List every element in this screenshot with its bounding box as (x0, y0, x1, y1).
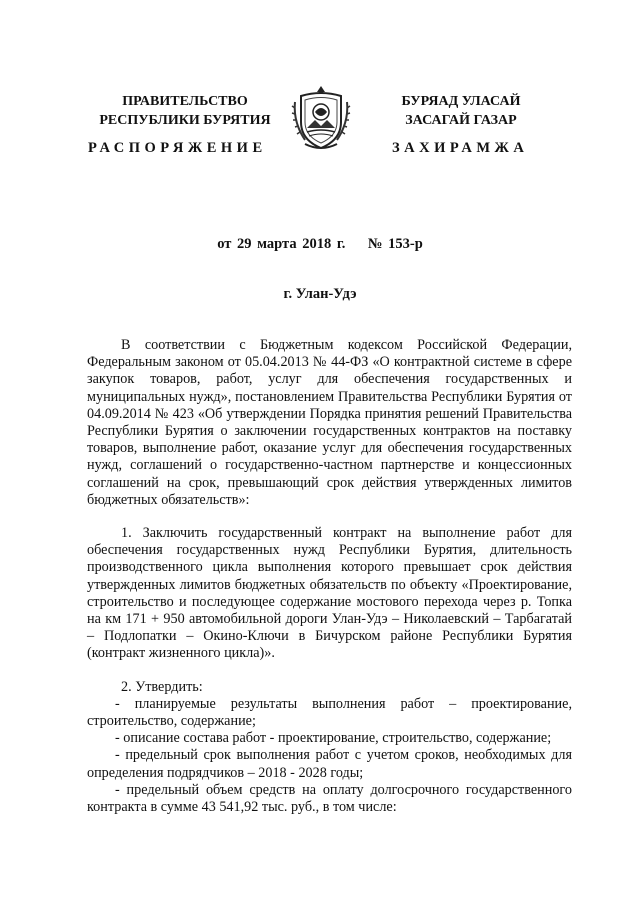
list-item-results: - планируемые результаты выполнения работ – проектирование, строительство, содержание; (87, 695, 572, 730)
list-item-scope: - описание состава работ - проектирование, строительство, содержание; (115, 730, 552, 747)
government-name-bua-line1: БУРЯАД УЛАСАЙ (401, 94, 521, 109)
government-name-bua-line2: ЗАСАГАЙ ГАЗАР (405, 113, 517, 128)
government-name-bua (356, 92, 566, 130)
list-item-budget: - предельный объем средств на оплату долгосрочного государственного контракта в сумме 43 541,92 тыс. руб., в том числе: (87, 781, 572, 816)
paragraph-intro: В соответствии с Бюджетным кодексом Российской Федерации, Федеральным законом от 05.04.2013 № 44-ФЗ «О контрактной системе в сфере закупок товаров, работ, услуг для обеспечения государственных и муниципальных нужд», постановлением Правительства Республики Бурятия от 04.09.2014 № 423 «Об утверждении Порядка принятия решений Правительства Республики Бурятия о заключении государственных контрактов на поставку товаров, выполнение работ, оказание услуг для обеспечения государственных нужд, соглашений о государственно-частном партнерстве и концессионных соглашений на срок, превышающий срок действия утвержденных лимитов бюджетных обязательств»: (87, 337, 572, 508)
paragraph-item-1: 1. Заключить государственный контракт на выполнение работ для обеспечения государственных нужд Республики Бурятия, длительность производственного цикла выполнения которого превышает срок действия утвержденных лимитов бюджетных обязательств по объекту «Проектирование, строительство и последующее содержание мостового перехода через р. Топка на км 171 + 950 автомобильной дороги Улан-Удэ – Николаевский – Тарбагатай – Подлопатки – Окино-Ключи в Бичурском районе Республики Бурятия (контракт жизненного цикла)». (87, 525, 572, 662)
coat-of-arms-icon (291, 82, 351, 152)
list-item-deadline: - предельный срок выполнения работ с учетом сроков, необходимых для определения подрядчиков – 2018 - 2028 годы; (87, 747, 572, 781)
document-type-bua: ЗАХИРАМЖА (392, 140, 529, 156)
document-date-number: от 29 марта 2018 г. № 153-р (217, 236, 423, 252)
paragraph-item-2: 2. Утвердить: (121, 678, 203, 695)
government-name-ru (80, 92, 290, 130)
document-type-ru: РАСПОРЯЖЕНИЕ (88, 140, 267, 156)
document-city: г. Улан-Удэ (283, 286, 357, 302)
government-name-ru-line1: ПРАВИТЕЛЬСТВО (122, 94, 248, 109)
document-body (87, 337, 572, 816)
government-name-ru-line2: РЕСПУБЛИКИ БУРЯТИЯ (99, 113, 271, 128)
